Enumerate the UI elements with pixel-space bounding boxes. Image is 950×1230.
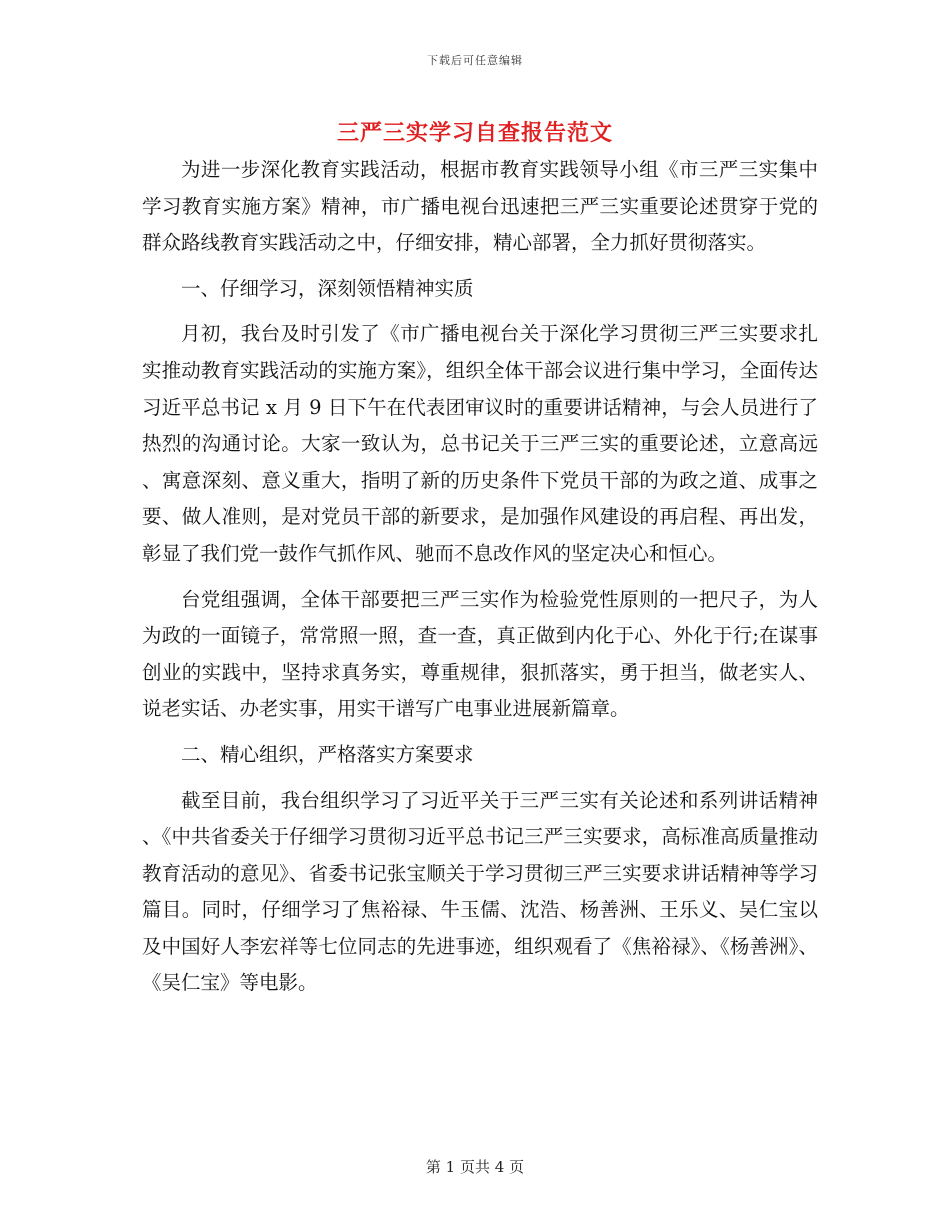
paragraph-section-1-b: 台党组强调，全体干部要把三严三实作为检验党性原则的一把尺子，为人为政的一面镜子，常常照一照，查一查，真正做到内化于心、外化于行;在谋事创业的实践中，坚持求真务实，尊重规律，狠抓落实，勇于担当，做老实人、说老实话、办老实事，用实干谱写广电事业进展新篇章。	[142, 587, 818, 721]
paragraph-intro: 为进一步深化教育实践活动，根据市教育实践领导小组《市三严三实集中学习教育实施方案》精神，市广播电视台迅速把三严三实重要论述贯穿于党的群众路线教育实践活动之中，仔细安排，精心部署，全力抓好贯彻落实。	[142, 158, 818, 255]
document-title: 三严三实学习自查报告范文	[336, 120, 613, 146]
paragraph-section-2-a: 截至目前，我台组织学习了习近平关于三严三实有关论述和系列讲话精神、《中共省委关于仔细学习贯彻习近平总书记三严三实要求，高标准高质量推动教育活动的意见》、省委书记张宝顺关于学习贯彻三严三实要求讲话精神等学习篇目。同时，仔细学习了焦裕禄、牛玉儒、沈浩、杨善洲、王乐义、吴仁宝以及中国好人李宏祥等七位同志的先进事迹，组织观看了《焦裕禄》、《杨善洲》、《吴仁宝》等电影。	[142, 788, 818, 995]
page-number: 第 1 页共 4 页	[425, 1158, 525, 1176]
section-heading-1: 一、仔细学习，深刻领悟精神实质	[181, 276, 474, 300]
section-heading-2: 二、精心组织，严格落实方案要求	[181, 742, 474, 766]
page-header: 下载后可任意编辑	[427, 54, 523, 67]
paragraph-section-1-a: 月初，我台及时引发了《市广播电视台关于深化学习贯彻三严三实要求扎实推动教育实践活动的实施方案》，组织全体干部会议进行集中学习，全面传达习近平总书记 x 月 9 日下午在代表团审议时的重要讲话精神，与会人员进行了热烈的沟通讨论。大家一致认为，总书记关于三严三实的重要论述，立意高远、寓意深刻、意义重大，指明了新的历史条件下党员干部的为政之道、成事之要、做人准则，是对党员干部的新要求，是加强作风建设的再启程、再出发，彰显了我们党一鼓作气抓作风、驰而不息改作风的坚定决心和恒心。	[142, 322, 818, 565]
document-body	[142, 152, 818, 1011]
